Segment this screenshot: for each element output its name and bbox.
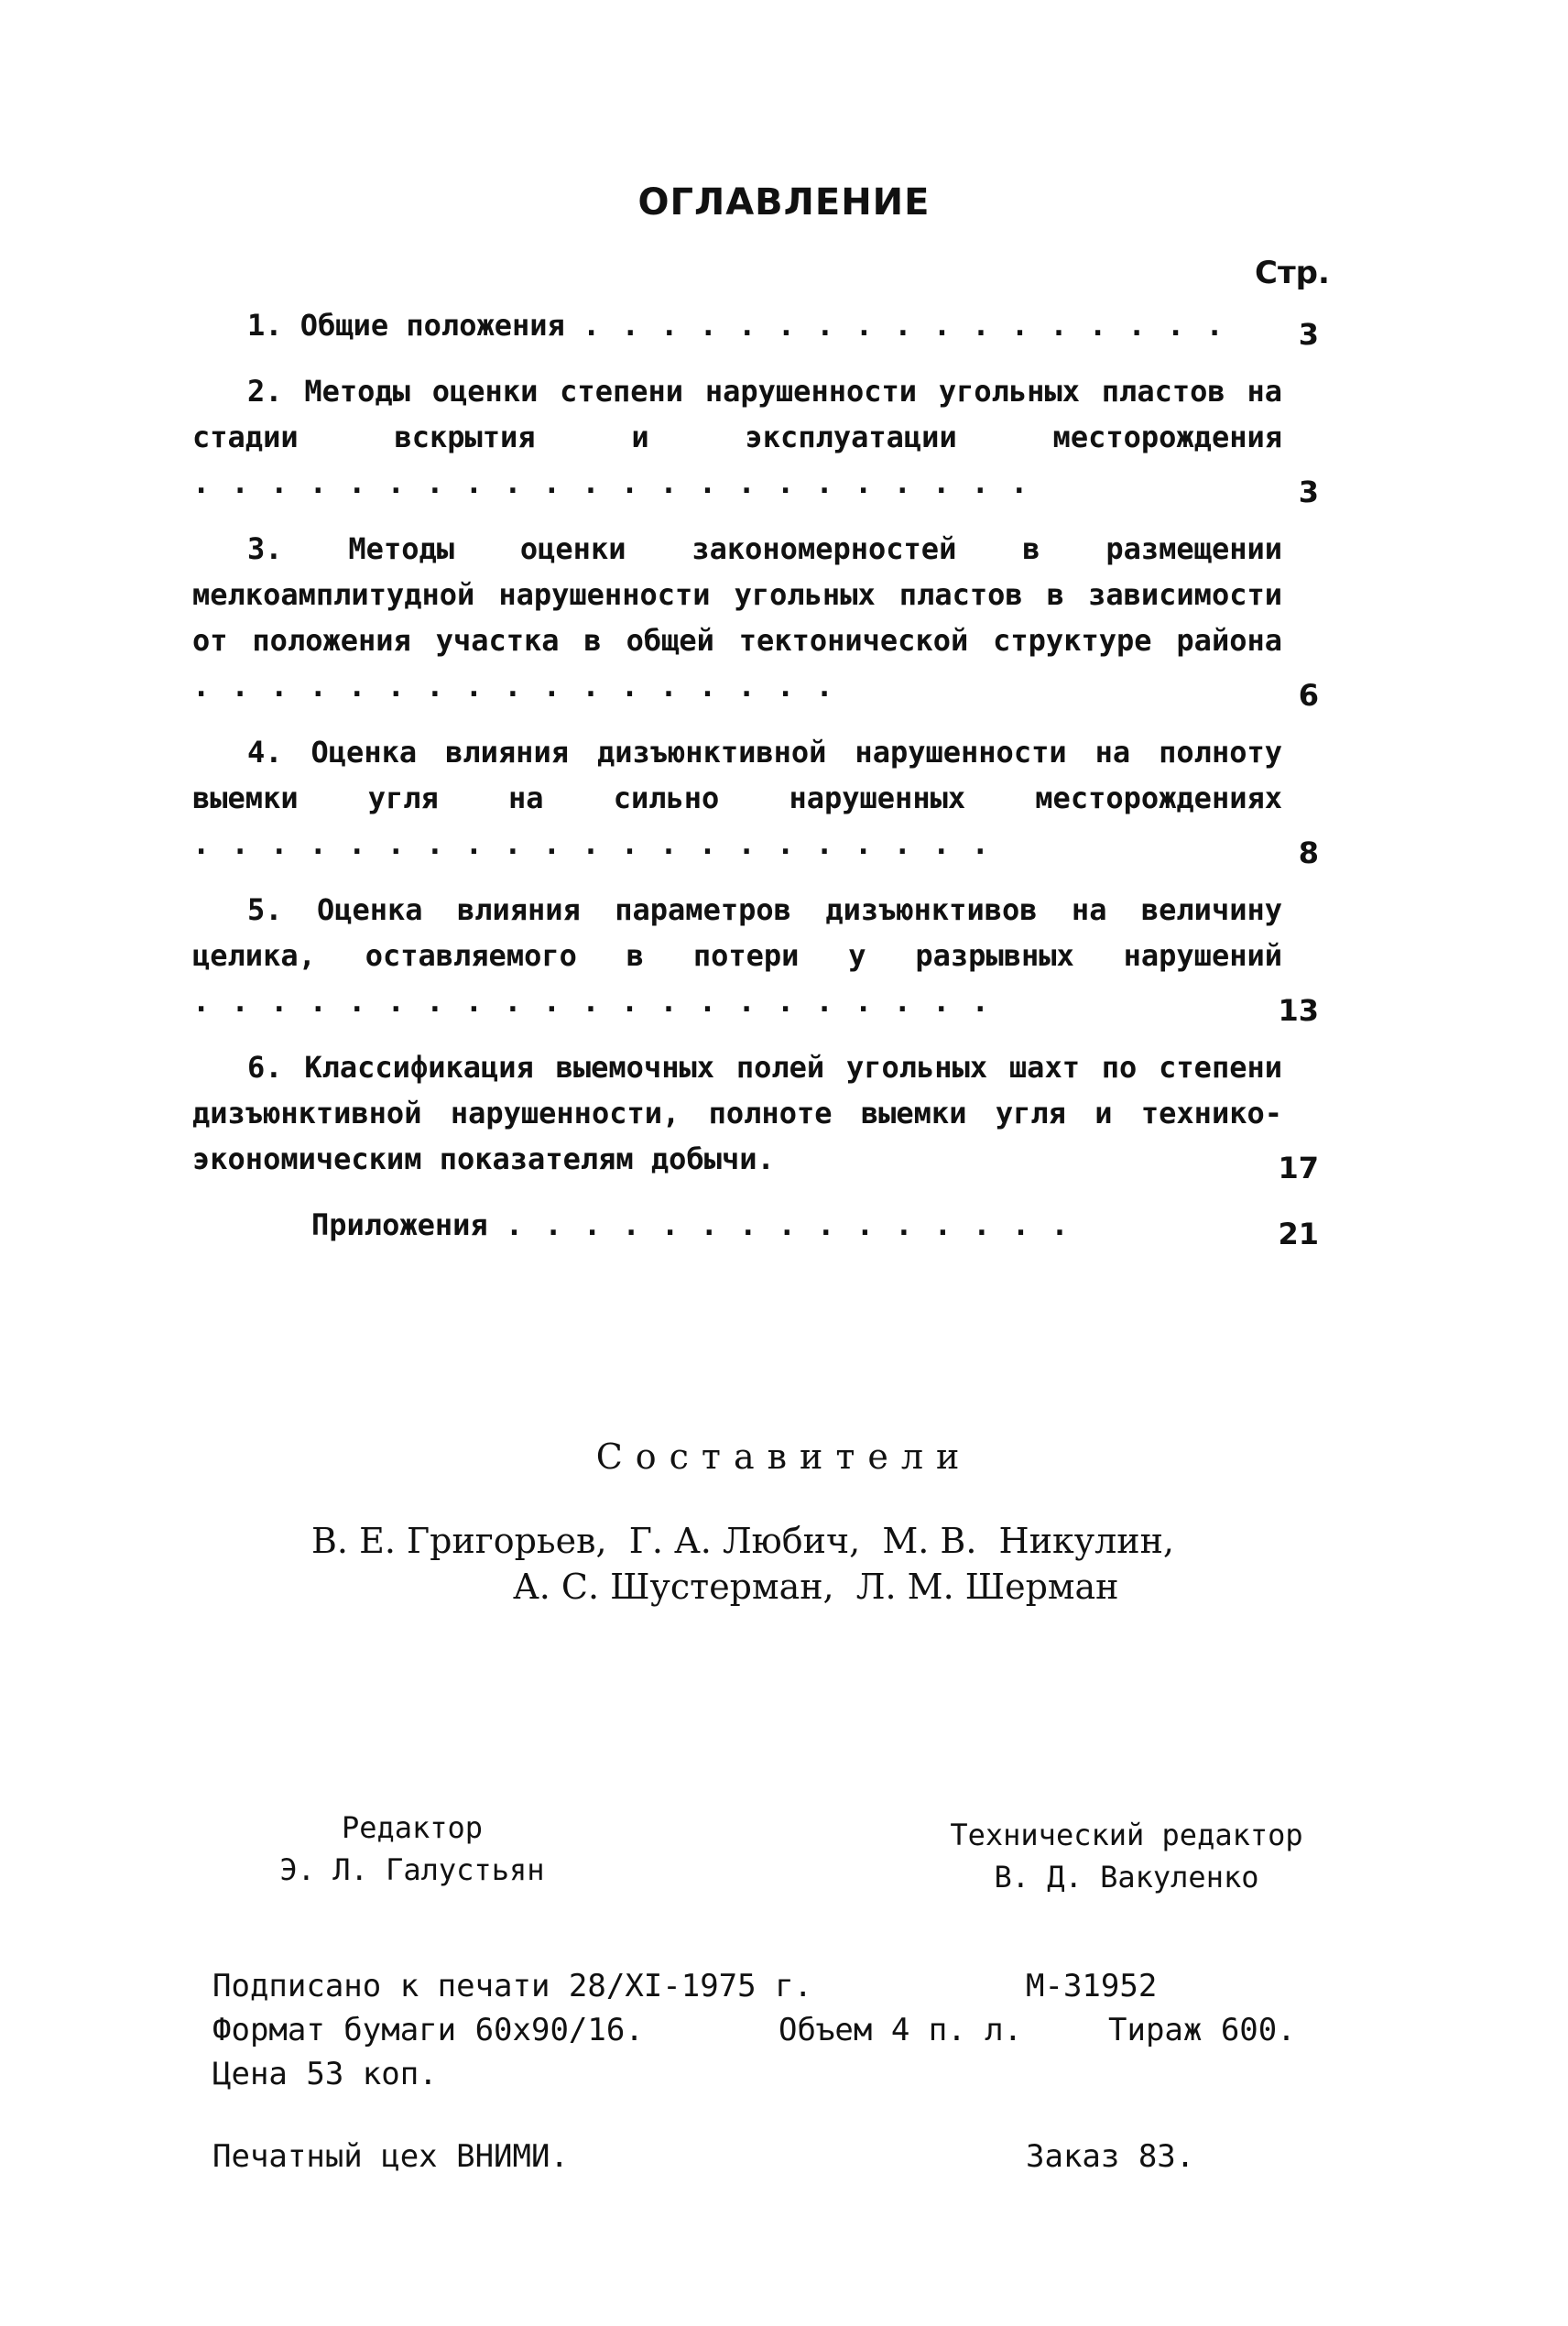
toc-entry-5 — [192, 887, 1319, 1028]
imprint-printer: Печатный цех ВНИМИ. — [212, 2138, 569, 2175]
leader-dots: . . . . . . . . . . . . . . . . . . . . . — [192, 984, 991, 1019]
leader-dots: . . . . . . . . . . . . . . . . . . . . . — [192, 826, 991, 861]
toc-entry-page: 3 — [1298, 317, 1319, 352]
toc-entry-text: 1. Общие положения — [247, 308, 565, 343]
editor-credit — [220, 1807, 604, 1891]
toc-entry-text: 5. Оценка влияния параметров дизъюнктивов на величину целика, оставляемого в потери у разрывных нарушений — [192, 892, 1282, 973]
toc-entry-page: 6 — [1298, 678, 1319, 713]
imprint-code: М-31952 — [1026, 1968, 1158, 2004]
leader-dots: . . . . . . . . . . . . . . . . . — [583, 308, 1225, 343]
imprint-format: Формат бумаги 60х90/16. — [212, 2012, 644, 2048]
toc-entry-6 — [192, 1044, 1319, 1185]
toc-entry-text: Приложения — [311, 1207, 488, 1242]
toc-entry-page: 8 — [1298, 835, 1319, 870]
page-title: ОГЛАВЛЕНИЕ — [637, 181, 931, 224]
toc-entry-4 — [192, 729, 1319, 870]
toc-entry-text: 4. Оценка влияния дизъюнктивной нарушенности на полноту выемки угля на сильно нарушенных месторождениях — [192, 735, 1282, 815]
editor-label: Редактор — [341, 1810, 484, 1845]
toc-entry-page: 21 — [1278, 1217, 1319, 1251]
compilers-heading: Составители — [595, 1436, 973, 1477]
compilers-names-line-2: А. С. Шустерман, Л. М. Шерман — [513, 1567, 1119, 1607]
table-of-contents — [192, 302, 1319, 1268]
toc-entry-text: 3. Методы оценки закономерностей в размещении мелкоамплитудной нарушенности угольных пластов в зависимости от положения участка в общей тектонической структуре района — [192, 531, 1282, 658]
toc-entry-appendix — [192, 1202, 1319, 1251]
tech-editor-label: Технический редактор — [950, 1818, 1303, 1852]
toc-entry-3 — [192, 526, 1319, 713]
compilers-names-line-1: В. Е. Григорьев, Г. А. Любич, М. В. Никулин, — [311, 1521, 1175, 1561]
imprint-order: Заказ 83. — [1026, 2138, 1195, 2175]
toc-entry-1 — [192, 302, 1319, 352]
toc-entry-2 — [192, 368, 1319, 509]
toc-entry-text: 2. Методы оценки степени нарушенности угольных пластов на стадии вскрытия и эксплуатации месторождения — [192, 374, 1282, 454]
tech-editor-name: В. Д. Вакуленко — [994, 1860, 1259, 1895]
leader-dots: . . . . . . . . . . . . . . . — [505, 1207, 1071, 1242]
tech-editor-credit — [879, 1814, 1374, 1898]
imprint-volume: Объем 4 п. л. — [779, 2012, 1023, 2048]
toc-entry-text: 6. Классификация выемочных полей угольных шахт по степени дизъюнктивной нарушенности, полноте выемки угля и технико-экономическим показателям добычи. — [192, 1050, 1282, 1176]
toc-entry-page: 13 — [1278, 993, 1319, 1028]
leader-dots: . . . . . . . . . . . . . . . . . . . . . . — [192, 465, 1030, 500]
toc-entry-page: 17 — [1278, 1151, 1319, 1185]
toc-entry-page: 3 — [1298, 475, 1319, 509]
editor-name: Э. Л. Галустьян — [279, 1852, 545, 1887]
leader-dots: . . . . . . . . . . . . . . . . . — [192, 669, 835, 704]
imprint-signed: Подписано к печати 28/XI-1975 г. — [212, 1968, 813, 2004]
page-column-label: Стр. — [1255, 255, 1330, 291]
imprint-circulation: Тираж 600. — [1108, 2012, 1296, 2048]
imprint-price: Цена 53 коп. — [212, 2056, 438, 2092]
